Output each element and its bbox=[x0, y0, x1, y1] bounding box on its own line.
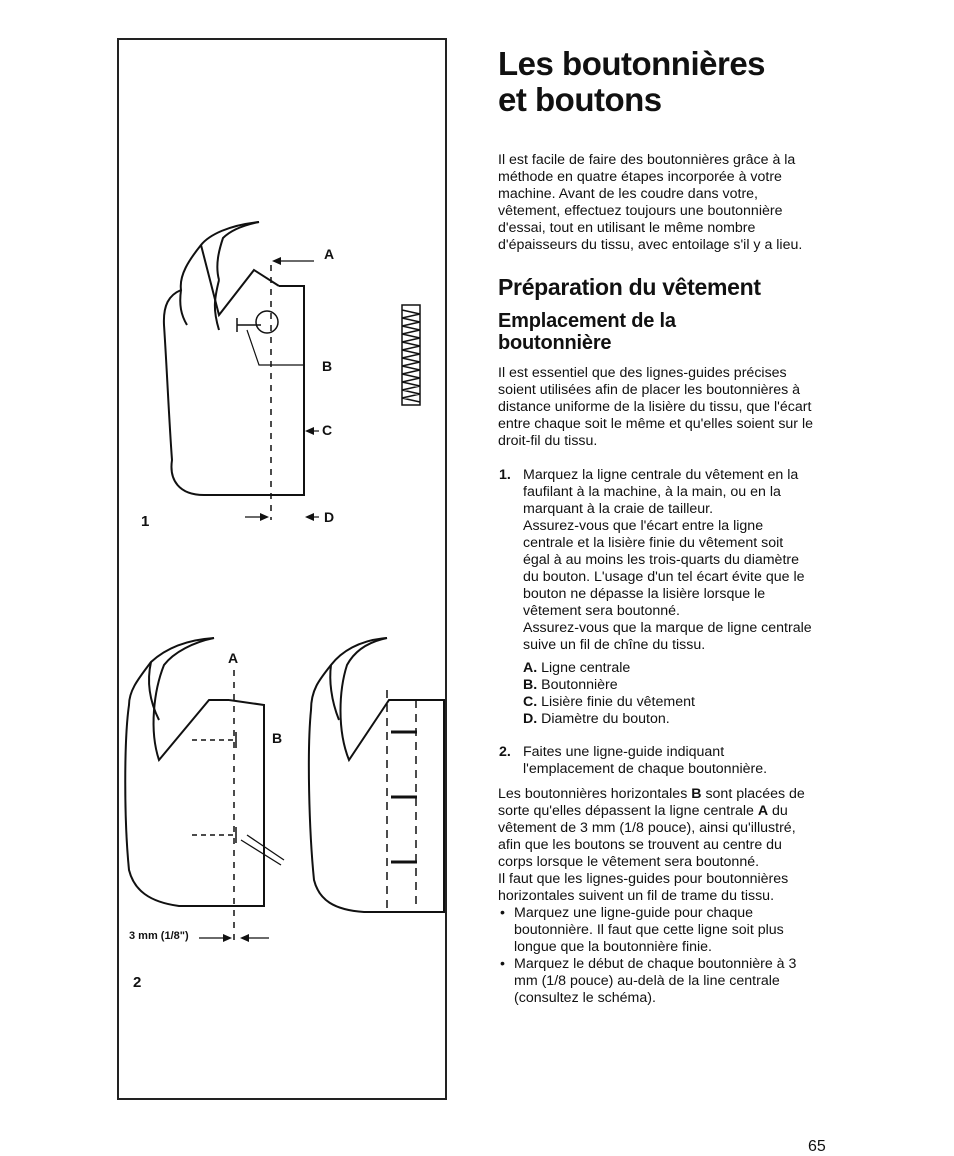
horiz-mid: sont placées de sorte qu'elles dépassent la ligne centrale bbox=[498, 786, 805, 819]
legend-item bbox=[523, 711, 813, 728]
step-1-text-a: Marquez la ligne centrale du vêtement en la faufilant à la machine, à la main, ou en la marquant à la craie de tailleur. bbox=[523, 467, 799, 517]
step-2 bbox=[498, 744, 813, 778]
subsection-title-line-1: Emplacement de la bbox=[498, 310, 676, 332]
bullet-text: Marquez le début de chaque boutonnière à 3 mm (1/8 pouce) au-delà de la line centrale (consultez le schéma). bbox=[514, 956, 797, 1006]
callout-b-fig2: B bbox=[272, 730, 283, 746]
legend-text: Ligne centrale bbox=[541, 660, 631, 676]
legend-key: B. bbox=[523, 677, 538, 693]
callout-b-fig1: B bbox=[322, 358, 333, 374]
step-2-text: Faites une ligne-guide indiquant l'emplacement de chaque boutonnière. bbox=[523, 744, 768, 777]
grain-paragraph: Il faut que les lignes-guides pour boutonnières horizontales suivent un fil de trame du tissu. bbox=[498, 871, 789, 904]
callout-a-fig1: A bbox=[324, 246, 335, 262]
legend-text: Lisière finie du vêtement bbox=[541, 694, 695, 710]
step-1-text-b: Assurez-vous que l'écart entre la ligne centrale et la lisière finie du vêtement soit égal à au moins les trois-quarts du diamètre du bouton. L'usage d'un tel écart évite que le bouton ne dépasse la lisière lorsque le vêtement sera boutonné. bbox=[523, 518, 805, 619]
text-column bbox=[498, 46, 813, 1007]
subsection-title-line-2: boutonnière bbox=[498, 332, 612, 354]
legend-text: Diamètre du bouton. bbox=[541, 711, 670, 727]
legend-item bbox=[523, 694, 813, 711]
legend-key: C. bbox=[523, 694, 538, 710]
figure-2-right-drawing bbox=[309, 638, 444, 912]
step-1-number: 1. bbox=[499, 467, 511, 483]
legend-text: Boutonnière bbox=[541, 677, 618, 693]
section-title: Préparation du vêtement bbox=[498, 274, 761, 300]
dimension-label: 3 mm (1/8") bbox=[129, 930, 189, 942]
callout-c-fig1: C bbox=[322, 422, 333, 438]
figure-2-left-drawing bbox=[125, 638, 284, 942]
page-title bbox=[498, 46, 813, 118]
horiz-tail: du vêtement de 3 mm (1/8 pouce), ainsi qu'illustré, afin que les boutons se trouvent au centre du corps lorsque le vêtement sera boutonné. bbox=[498, 803, 796, 870]
bullet-text: Marquez une ligne-guide pour chaque boutonnière. Il faut que cette ligne soit plus longue que la boutonnière finie. bbox=[514, 905, 784, 955]
bullet-dot: • bbox=[500, 905, 505, 921]
figure-1-label: 1 bbox=[141, 513, 150, 530]
essential-paragraph: Il est essentiel que des lignes-guides précises soient utilisées afin de placer les boutonnières à distance uniforme de la lisière du tissu, que l'écart entre chaque soit le même et qu'elles soient sur le droit-fil du tissu. bbox=[498, 365, 814, 449]
step-1-text-c: Assurez-vous que la marque de ligne centrale suive un fil de chîne du tissu. bbox=[523, 620, 812, 653]
figure-1-drawing bbox=[164, 222, 319, 521]
bullet-item bbox=[498, 905, 813, 956]
legend-key: D. bbox=[523, 711, 538, 727]
horiz-a: A bbox=[757, 803, 769, 819]
legend-list bbox=[523, 660, 813, 728]
horizontal-buttonholes-paragraph bbox=[498, 786, 813, 871]
subsection-title bbox=[498, 310, 813, 354]
steps-list bbox=[498, 467, 813, 778]
horiz-lead: Les boutonnières horizontales bbox=[498, 786, 692, 802]
legend-item bbox=[523, 660, 813, 677]
bullet-list bbox=[498, 905, 813, 1007]
callout-a-fig2: A bbox=[228, 650, 239, 666]
page-number: 65 bbox=[808, 1138, 826, 1155]
legend-item bbox=[523, 677, 813, 694]
step-1 bbox=[498, 467, 813, 728]
buttonhole-stitch-sample bbox=[402, 305, 420, 405]
horiz-b: B bbox=[691, 786, 702, 802]
step-2-number: 2. bbox=[499, 744, 511, 760]
bullet-dot: • bbox=[500, 956, 505, 972]
page-title-line-1: Les boutonnières bbox=[498, 45, 766, 82]
bullet-item bbox=[498, 956, 813, 1007]
intro-paragraph: Il est facile de faire des boutonnières grâce à la méthode en quatre étapes incorporée à votre machine. Avant de les coudre dans votre, vêtement, effectuez toujours une boutonnière d'essai, tout en utilisant le même nombre d'épaisseurs du tissu, avec entoilage s'il y a lieu. bbox=[498, 152, 803, 253]
callout-d-fig1: D bbox=[324, 509, 335, 525]
garment-illustrations bbox=[119, 40, 449, 1102]
legend-key: A. bbox=[523, 660, 538, 676]
figure-2-label: 2 bbox=[133, 974, 142, 991]
page-title-line-2: et boutons bbox=[498, 81, 662, 118]
figure-panel bbox=[117, 38, 447, 1100]
